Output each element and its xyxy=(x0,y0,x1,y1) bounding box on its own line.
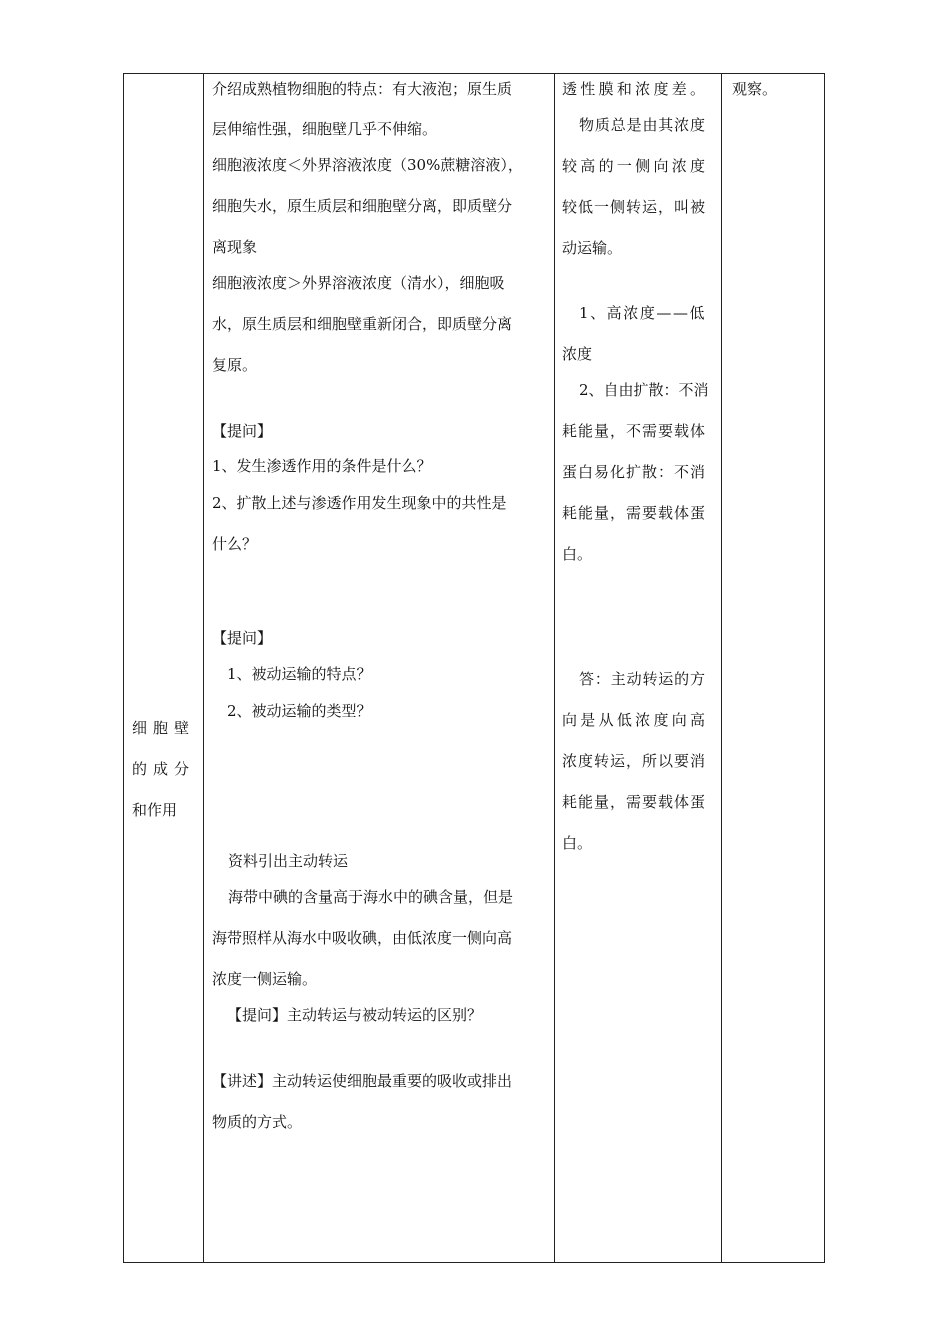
text-line: 水，原生质层和细胞壁重新闭合，即质壁分离 xyxy=(212,315,513,333)
text-line: 1、高浓度——低 xyxy=(579,304,707,322)
design-intent-cell xyxy=(722,74,824,1262)
text-line: 较高的一侧向浓度 xyxy=(562,157,709,175)
text-line: 白。 xyxy=(562,834,593,852)
text-line: 2、被动运输的类型？ xyxy=(227,702,372,720)
text-line: 2、自由扩散：不消 xyxy=(579,381,709,399)
section-title-line: 和作用 xyxy=(132,801,178,819)
lecture-line: 【讲述】主动转运使细胞最重要的吸收或排出 xyxy=(212,1072,513,1090)
lesson-table xyxy=(123,73,825,1263)
text-line: 白。 xyxy=(562,545,593,563)
text-line: 细胞液浓度＜外界溶液浓度（30%蔗糖溶液）， xyxy=(212,156,523,174)
text-line: 向是从低浓度向高 xyxy=(562,711,709,729)
text-line: 观察。 xyxy=(732,80,778,98)
answer-line: 答：主动转运的方 xyxy=(579,670,706,688)
text-line: 海带中碘的含量高于海水中的碘含量，但是 xyxy=(228,888,514,906)
text-line: 1、被动运输的特点？ xyxy=(227,665,372,683)
text-line: 层伸缩性强，细胞壁几乎不伸缩。 xyxy=(212,120,438,138)
question-heading: 【提问】 xyxy=(212,422,273,440)
text-line: 物质的方式。 xyxy=(212,1113,303,1131)
text-line: 复原。 xyxy=(212,356,258,374)
section-title-cell xyxy=(124,74,203,1262)
text-line: 2、扩散上述与渗透作用发生现象中的共性是 xyxy=(212,494,507,512)
question-line: 【提问】主动转运与被动转运的区别？ xyxy=(227,1006,483,1024)
section-title-line: 的成分 xyxy=(132,760,196,778)
student-activity-cell xyxy=(555,74,721,1262)
question-heading: 【提问】 xyxy=(212,629,273,647)
text-line: 较低一侧转运，叫被 xyxy=(562,198,707,216)
text-line: 1、发生渗透作用的条件是什么？ xyxy=(212,457,432,475)
text-line: 浓度转运，所以要消 xyxy=(562,752,707,770)
text-line: 介绍成熟植物细胞的特点：有大液泡；原生质 xyxy=(212,80,513,98)
text-line: 耗能量，需要载体蛋 xyxy=(562,793,707,811)
text-line: 蛋白易化扩散：不消 xyxy=(562,463,707,481)
text-line: 浓度一侧运输。 xyxy=(212,970,318,988)
section-title-line: 细胞壁 xyxy=(132,719,196,737)
text-line: 海带照样从海水中吸收碘，由低浓度一侧向高 xyxy=(212,929,513,947)
text-line: 细胞液浓度＞外界溶液浓度（清水），细胞吸 xyxy=(212,274,505,292)
text-line: 浓度 xyxy=(562,345,593,363)
text-line: 离现象 xyxy=(212,238,258,256)
text-line: 资料引出主动转运 xyxy=(228,852,349,870)
text-line: 透性膜和浓度差。 xyxy=(562,80,709,98)
text-line: 耗能量，不需要载体 xyxy=(562,422,707,440)
text-line: 物质总是由其浓度 xyxy=(579,116,706,134)
text-line: 什么？ xyxy=(212,535,258,553)
text-line: 动运输。 xyxy=(562,239,623,257)
text-line: 耗能量，需要载体蛋 xyxy=(562,504,707,522)
text-line: 细胞失水，原生质层和细胞壁分离，即质壁分 xyxy=(212,197,513,215)
teacher-activity-cell xyxy=(204,74,554,1262)
